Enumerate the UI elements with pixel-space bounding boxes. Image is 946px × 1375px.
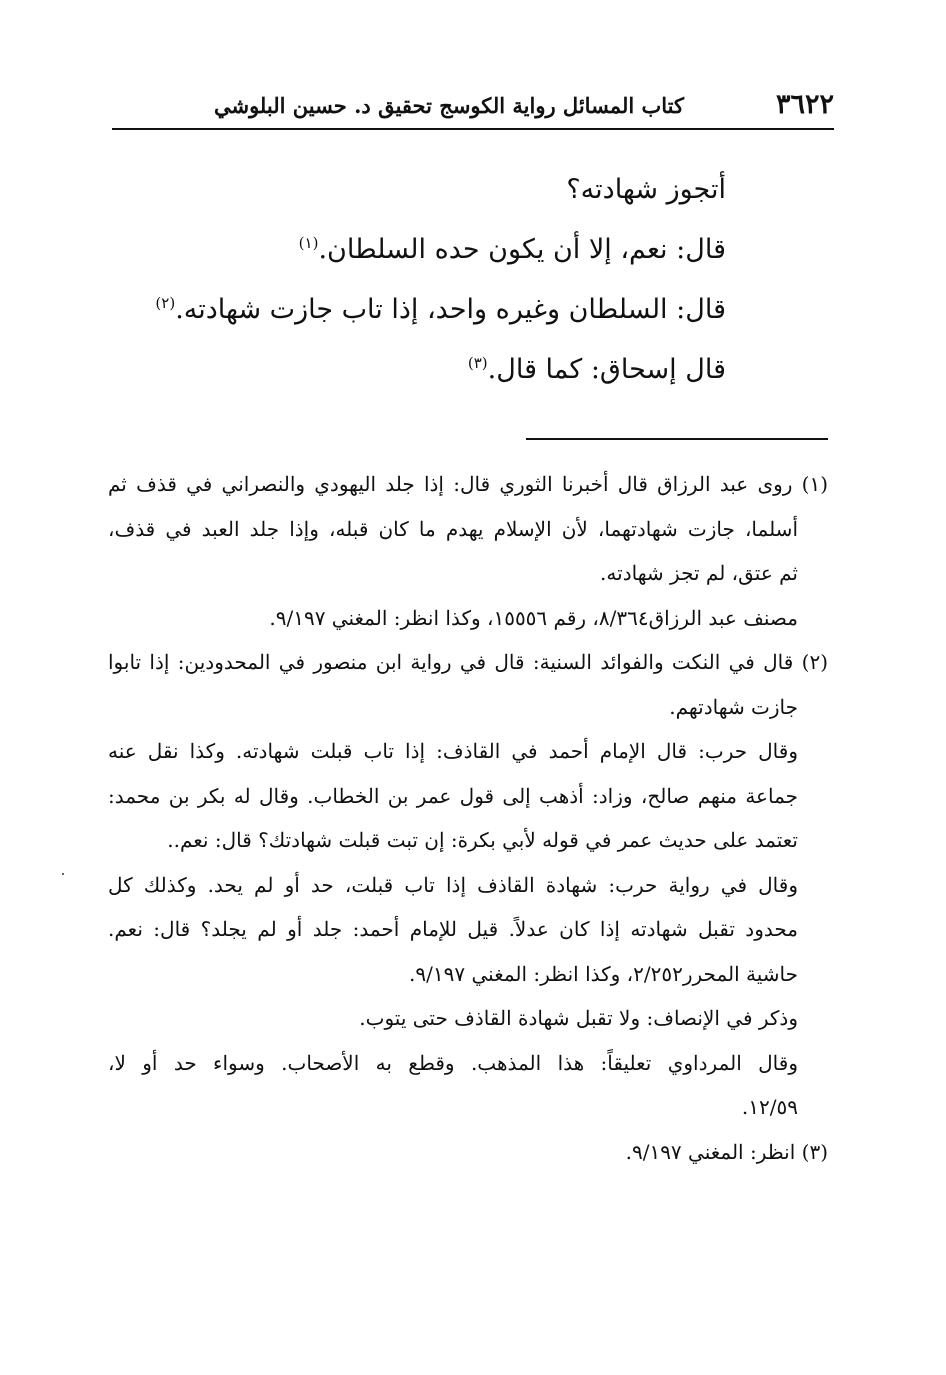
main-text	[126, 160, 726, 400]
footnote-separator	[526, 438, 828, 440]
footnote-line: أسلما، جازت شهادتهما، لأن الإسلام يهدم ما كان قبله، وإذا جلد العبد في قذف،	[108, 516, 798, 541]
scan-speck	[62, 873, 64, 875]
footnote-line: جماعة منهم صالح، وزاد: أذهب إلى قول عمر بن الخطاب. وقال له بكر بن محمد:	[108, 783, 798, 808]
main-line	[126, 280, 726, 340]
footnote-line: وقال حرب: قال الإمام أحمد في القاذف: إذا تاب قبلت شهادته. وكذا نقل عنه	[108, 739, 798, 763]
footnote-line: ثم عتق، لم تجز شهادته.	[600, 561, 798, 585]
page-number: ٣٦٢٢	[775, 89, 834, 120]
running-title: كتاب المسائل رواية الكوسج تحقيق د. حسين البلوشي	[213, 93, 684, 118]
footnote-line: (٣) انظر: المغني ٩/١٩٧.	[625, 1139, 828, 1164]
footnote-line: (٢) قال في النكت والفوائد السنية: قال في رواية ابن منصور في المحدودين: إذا تابوا	[108, 650, 828, 674]
footnote-line: مصنف عبد الرزاق٨/٣٦٤، رقم ١٥٥٥٦، وكذا انظر: المغني ٩/١٩٧.	[269, 605, 798, 630]
footnote-marker: (٣)	[467, 354, 488, 372]
footnote-line: ١٢/٥٩.	[741, 1095, 798, 1119]
footnote-line: جازت شهادتهم.	[669, 694, 798, 719]
main-line-text: أتجوز شهادته؟	[566, 174, 726, 205]
main-line	[126, 220, 726, 280]
footnote-line: محدود تقبل شهادته إذا كان عدلاً. قيل للإمام أحمد: جلد أو لم يجلد؟ قال: نعم.	[108, 917, 798, 941]
footnote-marker: (٢)	[155, 294, 176, 312]
footnotes	[108, 462, 828, 1174]
footnote-marker: (١)	[298, 234, 319, 252]
page-header	[112, 86, 834, 126]
header-rule	[112, 128, 834, 130]
main-line-text: قال: السلطان وغيره واحد، إذا تاب جازت شهادته.	[175, 294, 726, 325]
main-line-text: قال: نعم، إلا أن يكون حده السلطان.	[318, 234, 726, 265]
footnote-line: وذكر في الإنصاف: ولا تقبل شهادة القاذف حتى يتوب.	[359, 1006, 798, 1030]
footnote-line: حاشية المحرر٢/٢٥٢، وكذا انظر: المغني ٩/١٩٧.	[409, 961, 798, 986]
main-line	[126, 340, 726, 400]
footnote-line: وقال في رواية حرب: شهادة القاذف إذا تاب قبلت، حد أو لم يحد. وكذلك كل	[108, 872, 798, 897]
main-line	[126, 160, 726, 220]
main-line-text: قال إسحاق: كما قال.	[487, 354, 726, 385]
footnote-line: وقال المرداوي تعليقاً: هذا المذهب. وقطع به الأصحاب. وسواء حد أو لا،	[108, 1050, 798, 1075]
footnote-line: تعتمد على حديث عمر في قوله لأبي بكرة: إن تبت قبلت شهادتك؟ قال: نعم..	[167, 828, 798, 852]
footnote-line: (١) روى عبد الرزاق قال أخبرنا الثوري قال: إذا جلد اليهودي والنصراني في قذف ثم	[108, 472, 828, 496]
